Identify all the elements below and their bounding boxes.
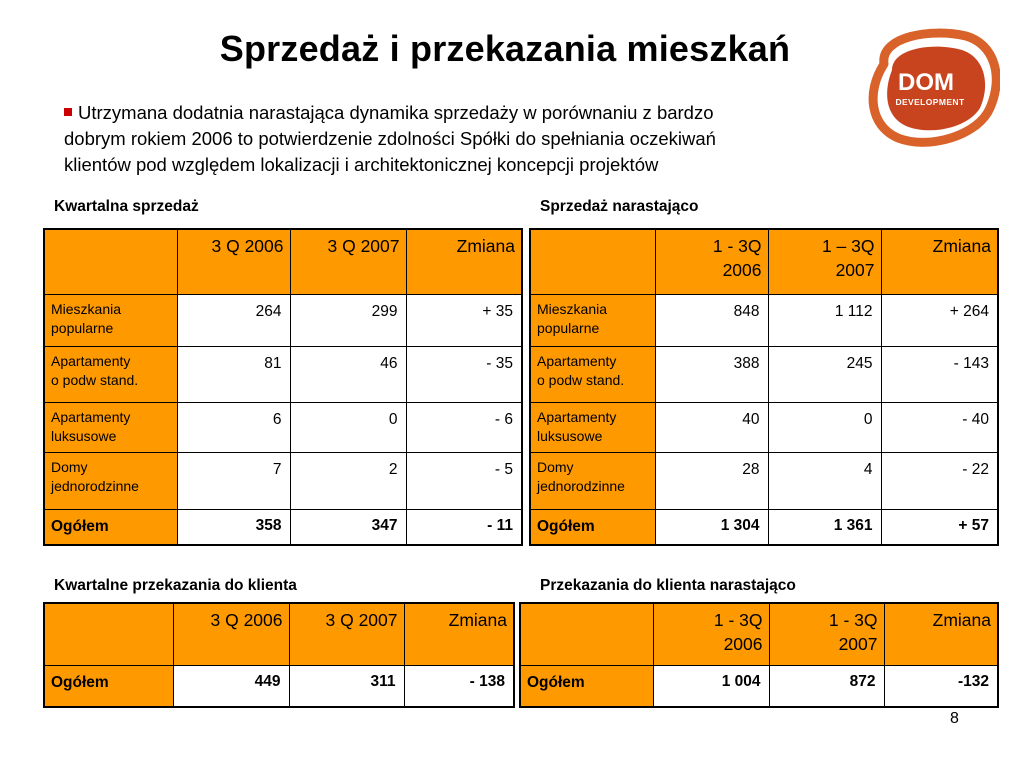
- total-label: Ogółem: [520, 665, 653, 707]
- caption-cumulative-handovers: Przekazania do klienta narastająco: [540, 577, 796, 594]
- total-cell: 358: [177, 509, 290, 545]
- row-label: Apartamenty o podw stand.: [44, 346, 177, 402]
- total-cell: 1 304: [655, 509, 768, 545]
- row-label: Apartamenty o podw stand.: [530, 346, 655, 402]
- header-cell: 3 Q 2007: [289, 603, 404, 665]
- total-row: [520, 665, 998, 707]
- header-corner-cell: [520, 603, 653, 665]
- header-cell: 1 - 3Q 2007: [769, 603, 884, 665]
- table-cell: - 5: [406, 452, 522, 509]
- row-label: Apartamenty luksusowe: [44, 402, 177, 452]
- total-cell: 1 004: [653, 665, 769, 707]
- header-cell: 1 – 3Q 2007: [768, 229, 881, 294]
- quarterly-sales-table: [43, 228, 523, 546]
- header-cell: 3 Q 2006: [173, 603, 289, 665]
- header-cell: 1 - 3Q 2006: [655, 229, 768, 294]
- table-row: [530, 402, 998, 452]
- table-cell: 46: [290, 346, 406, 402]
- dom-development-logo: [862, 26, 1000, 148]
- quarterly-handovers-table: [43, 602, 515, 708]
- table-row: [530, 294, 998, 346]
- total-row: [44, 665, 514, 707]
- total-label: Ogółem: [44, 665, 173, 707]
- bullet-text: [64, 100, 876, 178]
- table-cell: 388: [655, 346, 768, 402]
- total-label: Ogółem: [44, 509, 177, 545]
- table-cell: 1 112: [768, 294, 881, 346]
- logo-brand-text: DOM: [898, 69, 954, 96]
- table-cell: + 264: [881, 294, 998, 346]
- table-cell: + 35: [406, 294, 522, 346]
- header-cell: Zmiana: [884, 603, 998, 665]
- row-label: Mieszkania popularne: [44, 294, 177, 346]
- table-cell: 848: [655, 294, 768, 346]
- header-cell: Zmiana: [881, 229, 998, 294]
- table-row: [530, 346, 998, 402]
- table-cell: 7: [177, 452, 290, 509]
- row-label: Apartamenty luksusowe: [530, 402, 655, 452]
- header-cell: 3 Q 2007: [290, 229, 406, 294]
- table-cell: 4: [768, 452, 881, 509]
- table-header-row: [44, 229, 522, 294]
- table-cell: 81: [177, 346, 290, 402]
- total-cell: -132: [884, 665, 998, 707]
- table-header-row: [530, 229, 998, 294]
- page-number: 8: [950, 710, 959, 727]
- table-cell: 245: [768, 346, 881, 402]
- header-cell: Zmiana: [406, 229, 522, 294]
- header-cell: Zmiana: [404, 603, 514, 665]
- cumulative-sales-table: [529, 228, 999, 546]
- row-label: Mieszkania popularne: [530, 294, 655, 346]
- caption-cumulative-sales: Sprzedaż narastająco: [540, 198, 699, 215]
- table-cell: 2: [290, 452, 406, 509]
- bullet-line-2: dobrym rokiem 2006 to potwierdzenie zdolności Spółki do spełniania oczekiwań: [64, 128, 716, 149]
- logo-sub-text: DEVELOPMENT: [895, 97, 965, 107]
- total-cell: 1 361: [768, 509, 881, 545]
- table-header-row: [44, 603, 514, 665]
- header-corner-cell: [44, 603, 173, 665]
- table-cell: 0: [768, 402, 881, 452]
- table-cell: 299: [290, 294, 406, 346]
- table-cell: - 40: [881, 402, 998, 452]
- total-cell: 347: [290, 509, 406, 545]
- total-row: [44, 509, 522, 545]
- caption-quarterly-handovers: Kwartalne przekazania do klienta: [54, 577, 297, 594]
- header-corner-cell: [530, 229, 655, 294]
- total-cell: 449: [173, 665, 289, 707]
- caption-quarterly-sales: Kwartalna sprzedaż: [54, 198, 199, 215]
- table-cell: 6: [177, 402, 290, 452]
- page-title: Sprzedaż i przekazania mieszkań: [219, 28, 791, 69]
- row-label: Domy jednorodzinne: [44, 452, 177, 509]
- total-cell: - 138: [404, 665, 514, 707]
- table-cell: - 143: [881, 346, 998, 402]
- table-row: [44, 346, 522, 402]
- table-cell: - 22: [881, 452, 998, 509]
- table-header-row: [520, 603, 998, 665]
- bullet-line-3: klientów pod względem lokalizacji i architektonicznej koncepcji projektów: [64, 154, 659, 175]
- table-cell: 264: [177, 294, 290, 346]
- table-row: [44, 294, 522, 346]
- table-cell: 28: [655, 452, 768, 509]
- header-cell: 1 - 3Q 2006: [653, 603, 769, 665]
- table-cell: - 6: [406, 402, 522, 452]
- total-cell: + 57: [881, 509, 998, 545]
- header-corner-cell: [44, 229, 177, 294]
- table-cell: 0: [290, 402, 406, 452]
- total-cell: - 11: [406, 509, 522, 545]
- table-row: [530, 452, 998, 509]
- bullet-line-1: Utrzymana dodatnia narastająca dynamika sprzedaży w porównaniu z bardzo: [78, 102, 714, 123]
- cumulative-handovers-table: [519, 602, 999, 708]
- total-row: [530, 509, 998, 545]
- header-cell: 3 Q 2006: [177, 229, 290, 294]
- total-cell: 311: [289, 665, 404, 707]
- table-row: [44, 452, 522, 509]
- bullet-square-icon: [64, 108, 72, 116]
- total-cell: 872: [769, 665, 884, 707]
- table-cell: - 35: [406, 346, 522, 402]
- table-cell: 40: [655, 402, 768, 452]
- row-label: Domy jednorodzinne: [530, 452, 655, 509]
- total-label: Ogółem: [530, 509, 655, 545]
- table-row: [44, 402, 522, 452]
